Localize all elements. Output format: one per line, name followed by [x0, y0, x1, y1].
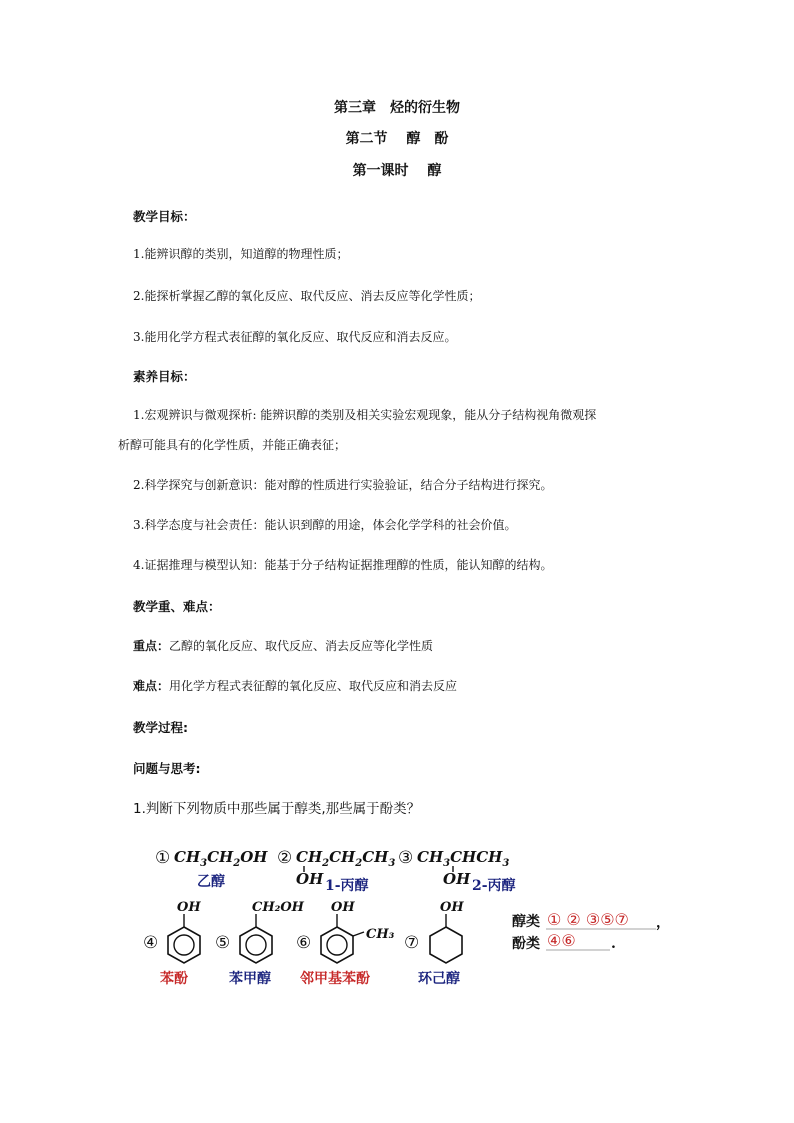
name-o-cresol: 邻甲基苯酚	[300, 971, 370, 987]
chapter-title: 第三章 烃的衍生物	[334, 100, 460, 116]
label-5: ⑤	[215, 933, 231, 953]
oh-2: OH	[296, 870, 324, 888]
label-2: ②	[277, 848, 293, 868]
label-7: ⑦	[404, 933, 420, 953]
teaching-goals-heading: 教学目标：	[133, 209, 196, 224]
benzene-ring-6	[321, 927, 353, 963]
name-2-propanol: 2-丙醇	[472, 878, 516, 894]
label-3: ③	[398, 848, 414, 868]
aromatic-circle-6	[327, 935, 347, 955]
oh-4: OH	[177, 900, 201, 915]
phenol-label: 酚类	[512, 936, 540, 952]
literacy-goal-3: 3.科学态度与社会责任：能认识到醇的用途，体会化学学科的社会价值。	[133, 518, 517, 532]
teaching-goal-3: 3.能用化学方程式表征醇的氧化反应、取代反应和消去反应。	[133, 330, 457, 344]
difficult-point-label: 难点：	[133, 679, 170, 693]
oh-3: OH	[443, 870, 471, 888]
formula-1: $CH_3CH_2OH$	[174, 848, 268, 869]
difficult-point-text: 用化学方程式表征醇的氧化反应、取代反应和消去反应	[169, 679, 458, 693]
oh-7: OH	[440, 900, 464, 915]
oh-6: OH	[331, 900, 355, 915]
name-cyclohexanol: 环己醇	[418, 971, 460, 987]
benzene-ring-5	[240, 927, 272, 963]
cyclohexane-ring-7	[430, 927, 462, 963]
ch2oh-5: CH₂OH	[252, 900, 304, 915]
alcohol-label: 醇类	[512, 914, 540, 930]
literacy-goal-1-line2: 析醇可能具有的化学性质，并能正确表征；	[118, 438, 347, 452]
alcohol-answer: ① ② ③⑤⑦	[547, 910, 629, 929]
phenol-end: .	[611, 936, 616, 952]
label-4: ④	[143, 933, 159, 953]
phenol-answer: ④⑥	[547, 931, 576, 950]
literacy-goal-1-line1: 1.宏观辨识与微观探析: 能辨识醇的类别及相关实验宏观现象，能从分子结构视角微观探	[133, 408, 597, 422]
formula-3: $CH_3CHCH_3$	[417, 848, 510, 869]
label-6: ⑥	[296, 933, 312, 953]
ch3-6: CH₃	[366, 927, 395, 942]
name-phenol: 苯酚	[160, 971, 188, 987]
aromatic-circle-4	[174, 935, 194, 955]
questions-heading: 问题与思考:	[133, 761, 201, 776]
key-point-label: 重点：	[133, 639, 170, 653]
lesson-title: 第一课时 醇	[352, 163, 442, 179]
teaching-goal-2: 2.能探析掌握乙醇的氧化反应、取代反应、消去反应等化学性质；	[133, 289, 481, 303]
literacy-goal-4: 4.证据推理与模型认知：能基于分子结构证据推理醇的性质，能认知醇的结构。	[133, 558, 553, 572]
bond-6-ch3	[353, 932, 364, 936]
name-benzyl-alcohol: 苯甲醇	[229, 971, 271, 987]
question-1: 1.判断下列物质中那些属于醇类,那些属于酚类？	[133, 801, 421, 817]
teaching-goal-1: 1.能辨识醇的类别，知道醇的物理性质；	[133, 247, 349, 261]
benzene-ring-4	[168, 927, 200, 963]
formula-2: $CH_2CH_2CH_3$	[296, 848, 396, 869]
section-title: 第二节 醇 酚	[345, 131, 449, 147]
name-1-propanol: 1-丙醇	[325, 878, 369, 894]
name-ethanol: 乙醇	[197, 874, 225, 890]
aromatic-circle-5	[246, 935, 266, 955]
literacy-goal-2: 2.科学探究与创新意识：能对醇的性质进行实验验证，结合分子结构进行探究。	[133, 478, 553, 492]
literacy-goals-heading: 素养目标：	[133, 369, 196, 384]
process-heading: 教学过程:	[133, 720, 188, 735]
label-1: ①	[155, 848, 171, 868]
key-point-text: 乙醇的氧化反应、取代反应、消去反应等化学性质	[169, 639, 434, 653]
alcohol-end: ，	[656, 915, 670, 931]
key-points-heading: 教学重、难点：	[133, 599, 221, 614]
